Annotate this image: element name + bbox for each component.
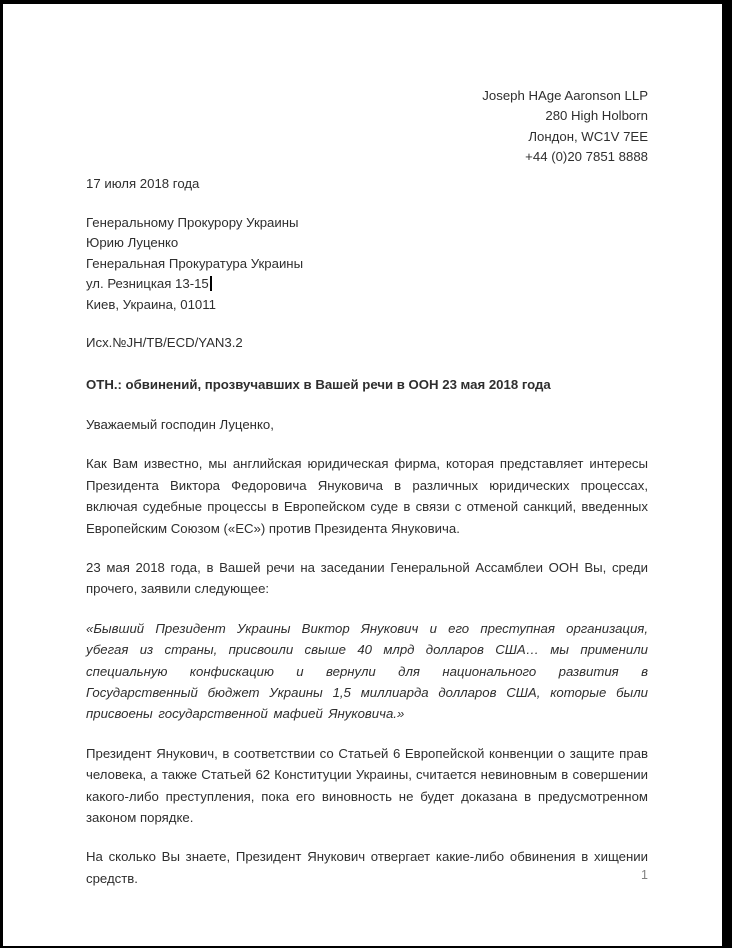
letter-date[interactable]: 17 июля 2018 года <box>86 175 200 191</box>
document-page[interactable] <box>3 4 722 946</box>
recipient-title[interactable]: Генеральному Прокурору Украины <box>86 215 299 231</box>
letterhead-street[interactable]: 280 High Holborn <box>545 108 648 124</box>
recipient-name[interactable]: Юрию Луценко <box>86 235 179 251</box>
letter-content <box>86 86 648 889</box>
salutation[interactable]: Уважаемый господин Луценко, <box>86 416 274 432</box>
recipient-street-text: ул. Резницкая 13-15 <box>86 276 209 292</box>
body-paragraph-1[interactable]: Как Вам известно, мы английская юридическая фирма, которая представляет интересы Президента Виктора Федоровича Януковича в различных юридических процессах, включая судебные процессы в Европейском суде в связи с отменой санкций, введенных Европейским Союзом («ЕС») против Президента Януковича. <box>86 456 648 536</box>
recipient-city[interactable]: Киев, Украина, 01011 <box>86 296 216 312</box>
subject-line[interactable]: ОТН.: обвинений, прозвучавших в Вашей речи в ООН 23 мая 2018 года <box>86 377 551 393</box>
body-paragraph-3[interactable]: Президент Янукович, в соответствии со Статьей 6 Европейской конвенции о защите прав человека, а также Статьей 62 Конституции Украины, считается невиновным в совершении какого-либо преступления, пока его виновность не будет доказана в предусмотренном законом порядке. <box>86 745 648 825</box>
body-paragraph-4[interactable]: На сколько Вы знаете, Президент Янукович отвергает какие-либо обвинения в хищении средств. <box>86 849 648 886</box>
letterhead-phone[interactable]: +44 (0)20 7851 8888 <box>525 149 648 165</box>
quote-paragraph[interactable]: «Бывший Президент Украины Виктор Янукович и его преступная организация, убегая из страны, присвоили свыше 40 млрд долларов США… мы применили специальную конфискацию и вернули для национального развития в Государственный бюджет Украины 1,5 миллиарда долларов США, которые были присвоены государственной мафией Януковича.» <box>86 620 648 722</box>
reference-number[interactable]: Исх.№JH/TB/ECD/YAN3.2 <box>86 335 243 351</box>
body-paragraph-2[interactable]: 23 мая 2018 года, в Вашей речи на заседании Генеральной Ассамблеи ООН Вы, среди прочего, заявили следующее: <box>86 559 648 597</box>
page-number: 1 <box>641 868 648 882</box>
recipient-block <box>86 213 648 315</box>
recipient-office[interactable]: Генеральная Прокуратура Украины <box>86 255 304 271</box>
text-caret <box>210 276 212 291</box>
recipient-street[interactable] <box>86 274 648 294</box>
letterhead <box>86 86 648 168</box>
letterhead-city[interactable]: Лондон, WC1V 7EE <box>528 128 648 144</box>
letterhead-firm-name[interactable]: Joseph HAge Aaronson LLP <box>482 88 648 103</box>
